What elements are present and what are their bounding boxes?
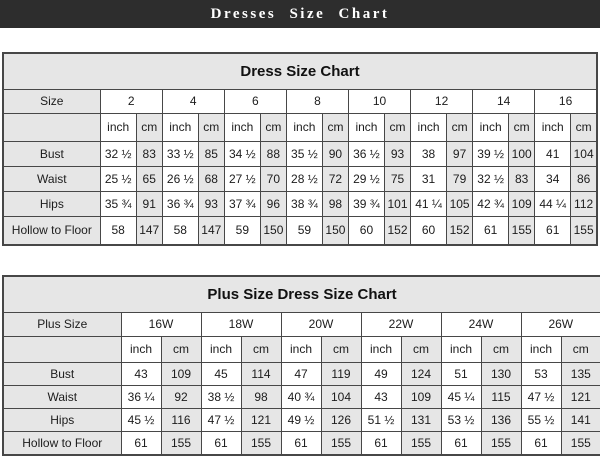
inch-value-cell: 53	[521, 362, 561, 385]
cm-value-cell: 100	[509, 141, 535, 166]
cm-value-cell: 109	[401, 385, 441, 408]
cm-value-cell: 150	[322, 216, 348, 245]
cm-value-cell: 72	[322, 166, 348, 191]
size-header-label: Plus Size	[3, 312, 121, 336]
cm-value-cell: 121	[561, 385, 600, 408]
inch-value-cell: 32 ½	[100, 141, 136, 166]
inch-value-cell: 40 ¾	[281, 385, 321, 408]
inch-value-cell: 51	[441, 362, 481, 385]
size-header-cell: 8	[286, 89, 348, 113]
inch-value-cell: 61	[521, 431, 561, 455]
inch-value-cell: 53 ½	[441, 408, 481, 431]
inch-unit-cell: inch	[224, 113, 260, 141]
cm-value-cell: 83	[509, 166, 535, 191]
inch-value-cell: 61	[281, 431, 321, 455]
cm-value-cell: 116	[161, 408, 201, 431]
measurement-row	[3, 408, 600, 431]
cm-value-cell: 147	[136, 216, 162, 245]
cm-value-cell: 109	[161, 362, 201, 385]
inch-value-cell: 38 ¾	[286, 191, 322, 216]
cm-value-cell: 155	[401, 431, 441, 455]
size-header-label: Size	[3, 89, 100, 113]
cm-value-cell: 97	[447, 141, 473, 166]
row-label: Hollow to Floor	[3, 216, 100, 245]
cm-value-cell: 93	[385, 141, 411, 166]
inch-value-cell: 35 ¾	[100, 191, 136, 216]
cm-value-cell: 131	[401, 408, 441, 431]
inch-value-cell: 43	[121, 362, 161, 385]
inch-value-cell: 45 ½	[121, 408, 161, 431]
inch-value-cell: 33 ½	[162, 141, 198, 166]
cm-value-cell: 155	[241, 431, 281, 455]
cm-unit-cell: cm	[161, 336, 201, 362]
cm-value-cell: 150	[260, 216, 286, 245]
row-label: Waist	[3, 385, 121, 408]
inch-value-cell: 26 ½	[162, 166, 198, 191]
cm-value-cell: 79	[447, 166, 473, 191]
inch-value-cell: 41	[535, 141, 571, 166]
inch-value-cell: 36 ¼	[121, 385, 161, 408]
cm-value-cell: 104	[571, 141, 597, 166]
row-label: Hips	[3, 408, 121, 431]
cm-unit-cell: cm	[260, 113, 286, 141]
inch-value-cell: 61	[201, 431, 241, 455]
size-header-cell: 2	[100, 89, 162, 113]
inch-value-cell: 43	[361, 385, 401, 408]
inch-unit-cell: inch	[286, 113, 322, 141]
unit-row-spacer	[3, 113, 100, 141]
row-label: Hollow to Floor	[3, 431, 121, 455]
cm-value-cell: 88	[260, 141, 286, 166]
inch-value-cell: 36 ¾	[162, 191, 198, 216]
inch-unit-cell: inch	[535, 113, 571, 141]
cm-value-cell: 93	[198, 191, 224, 216]
cm-value-cell: 147	[198, 216, 224, 245]
inch-value-cell: 41 ¼	[411, 191, 447, 216]
inch-value-cell: 61	[361, 431, 401, 455]
cm-value-cell: 86	[571, 166, 597, 191]
size-header-cell: 14	[473, 89, 535, 113]
cm-value-cell: 90	[322, 141, 348, 166]
cm-value-cell: 114	[241, 362, 281, 385]
measurement-row	[3, 431, 600, 455]
size-header-cell: 26W	[521, 312, 600, 336]
size-header-cell: 4	[162, 89, 224, 113]
inch-unit-cell: inch	[411, 113, 447, 141]
inch-value-cell: 59	[224, 216, 260, 245]
inch-unit-cell: inch	[201, 336, 241, 362]
size-header-cell: 10	[348, 89, 410, 113]
size-header-cell: 18W	[201, 312, 281, 336]
inch-value-cell: 37 ¾	[224, 191, 260, 216]
cm-value-cell: 136	[481, 408, 521, 431]
plus-size-dress-size-chart-table	[2, 275, 600, 456]
table-title: Dress Size Chart	[3, 53, 597, 89]
cm-value-cell: 65	[136, 166, 162, 191]
inch-value-cell: 47 ½	[201, 408, 241, 431]
inch-value-cell: 45	[201, 362, 241, 385]
inch-value-cell: 61	[473, 216, 509, 245]
cm-value-cell: 155	[561, 431, 600, 455]
dress-size-chart-table	[2, 52, 598, 246]
cm-unit-cell: cm	[509, 113, 535, 141]
measurement-row	[3, 362, 600, 385]
cm-unit-cell: cm	[447, 113, 473, 141]
inch-value-cell: 34 ½	[224, 141, 260, 166]
inch-value-cell: 47 ½	[521, 385, 561, 408]
cm-unit-cell: cm	[241, 336, 281, 362]
cm-value-cell: 109	[509, 191, 535, 216]
inch-value-cell: 39 ½	[473, 141, 509, 166]
page-title: Dresses Size Chart	[210, 5, 390, 22]
cm-unit-cell: cm	[561, 336, 600, 362]
row-label: Hips	[3, 191, 100, 216]
size-header-cell: 12	[411, 89, 473, 113]
table-title: Plus Size Dress Size Chart	[3, 276, 600, 312]
inch-value-cell: 28 ½	[286, 166, 322, 191]
inch-value-cell: 49	[361, 362, 401, 385]
inch-value-cell: 29 ½	[348, 166, 384, 191]
cm-value-cell: 91	[136, 191, 162, 216]
inch-value-cell: 31	[411, 166, 447, 191]
inch-unit-cell: inch	[348, 113, 384, 141]
row-label: Bust	[3, 141, 100, 166]
measurement-row	[3, 141, 597, 166]
inch-value-cell: 60	[348, 216, 384, 245]
cm-value-cell: 126	[321, 408, 361, 431]
cm-value-cell: 152	[385, 216, 411, 245]
inch-value-cell: 58	[100, 216, 136, 245]
cm-unit-cell: cm	[571, 113, 597, 141]
inch-value-cell: 34	[535, 166, 571, 191]
inch-value-cell: 55 ½	[521, 408, 561, 431]
size-header-cell: 16	[535, 89, 597, 113]
cm-value-cell: 98	[241, 385, 281, 408]
row-label: Waist	[3, 166, 100, 191]
cm-value-cell: 101	[385, 191, 411, 216]
inch-value-cell: 58	[162, 216, 198, 245]
cm-value-cell: 96	[260, 191, 286, 216]
cm-unit-cell: cm	[322, 113, 348, 141]
inch-value-cell: 32 ½	[473, 166, 509, 191]
cm-value-cell: 92	[161, 385, 201, 408]
size-header-cell: 22W	[361, 312, 441, 336]
inch-value-cell: 45 ¼	[441, 385, 481, 408]
cm-unit-cell: cm	[481, 336, 521, 362]
inch-unit-cell: inch	[473, 113, 509, 141]
inch-value-cell: 36 ½	[348, 141, 384, 166]
inch-value-cell: 27 ½	[224, 166, 260, 191]
cm-value-cell: 75	[385, 166, 411, 191]
cm-unit-cell: cm	[385, 113, 411, 141]
cm-value-cell: 112	[571, 191, 597, 216]
inch-unit-cell: inch	[361, 336, 401, 362]
inch-value-cell: 51 ½	[361, 408, 401, 431]
cm-unit-cell: cm	[401, 336, 441, 362]
inch-unit-cell: inch	[521, 336, 561, 362]
cm-value-cell: 155	[481, 431, 521, 455]
cm-value-cell: 119	[321, 362, 361, 385]
inch-value-cell: 42 ¾	[473, 191, 509, 216]
cm-value-cell: 135	[561, 362, 600, 385]
page-header	[0, 0, 600, 28]
inch-unit-cell: inch	[121, 336, 161, 362]
measurement-row	[3, 216, 597, 245]
inch-value-cell: 35 ½	[286, 141, 322, 166]
cm-value-cell: 152	[447, 216, 473, 245]
inch-value-cell: 61	[121, 431, 161, 455]
inch-value-cell: 38 ½	[201, 385, 241, 408]
inch-value-cell: 44 ¼	[535, 191, 571, 216]
cm-value-cell: 155	[509, 216, 535, 245]
inch-value-cell: 60	[411, 216, 447, 245]
inch-unit-cell: inch	[441, 336, 481, 362]
measurement-row	[3, 191, 597, 216]
size-header-cell: 6	[224, 89, 286, 113]
size-header-cell: 16W	[121, 312, 201, 336]
cm-value-cell: 115	[481, 385, 521, 408]
cm-unit-cell: cm	[321, 336, 361, 362]
row-label: Bust	[3, 362, 121, 385]
inch-value-cell: 61	[535, 216, 571, 245]
unit-row-spacer	[3, 336, 121, 362]
cm-value-cell: 155	[571, 216, 597, 245]
inch-value-cell: 61	[441, 431, 481, 455]
inch-unit-cell: inch	[281, 336, 321, 362]
inch-value-cell: 38	[411, 141, 447, 166]
cm-value-cell: 130	[481, 362, 521, 385]
measurement-row	[3, 385, 600, 408]
cm-value-cell: 68	[198, 166, 224, 191]
cm-value-cell: 70	[260, 166, 286, 191]
size-header-cell: 20W	[281, 312, 361, 336]
cm-value-cell: 124	[401, 362, 441, 385]
cm-unit-cell: cm	[136, 113, 162, 141]
size-header-cell: 24W	[441, 312, 521, 336]
cm-value-cell: 85	[198, 141, 224, 166]
cm-value-cell: 105	[447, 191, 473, 216]
cm-value-cell: 141	[561, 408, 600, 431]
measurement-row	[3, 166, 597, 191]
inch-unit-cell: inch	[100, 113, 136, 141]
inch-value-cell: 25 ½	[100, 166, 136, 191]
inch-value-cell: 49 ½	[281, 408, 321, 431]
inch-value-cell: 59	[286, 216, 322, 245]
cm-value-cell: 121	[241, 408, 281, 431]
inch-unit-cell: inch	[162, 113, 198, 141]
inch-value-cell: 47	[281, 362, 321, 385]
cm-value-cell: 83	[136, 141, 162, 166]
cm-value-cell: 155	[161, 431, 201, 455]
cm-unit-cell: cm	[198, 113, 224, 141]
cm-value-cell: 155	[321, 431, 361, 455]
cm-value-cell: 98	[322, 191, 348, 216]
cm-value-cell: 104	[321, 385, 361, 408]
size-charts-container	[0, 52, 600, 456]
inch-value-cell: 39 ¾	[348, 191, 384, 216]
